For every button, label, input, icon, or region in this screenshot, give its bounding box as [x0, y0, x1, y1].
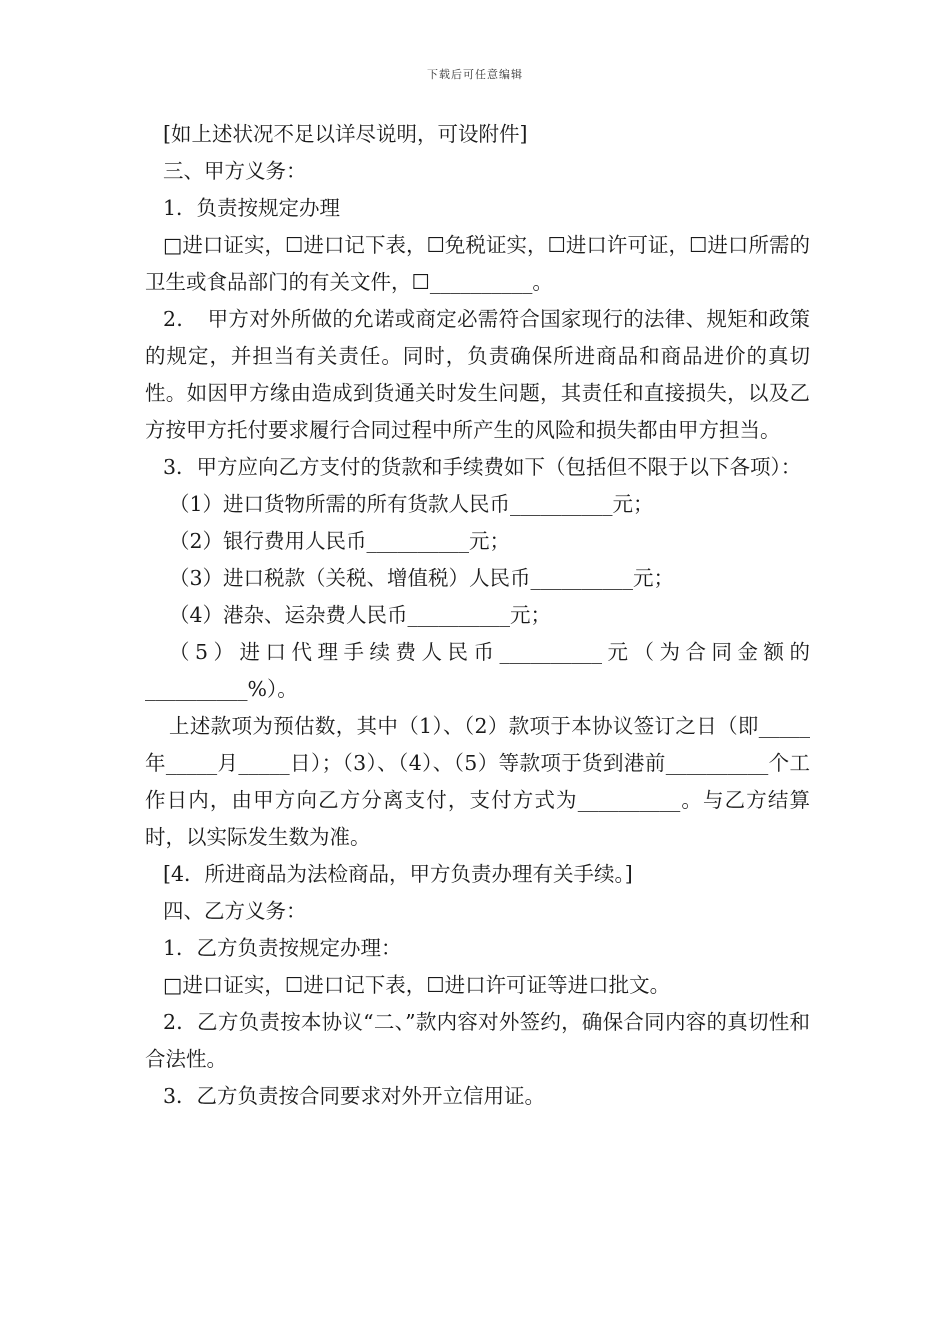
- section-heading-party-a: 三、甲方义务：: [163, 159, 307, 183]
- section-heading-party-b: 四、乙方义务：: [163, 899, 307, 923]
- fee-item-5: （5）进口代理手续费人民币__________元（为合同金额的__________%）。: [145, 640, 810, 701]
- clause-a1: 1．负责按规定办理: [163, 196, 341, 220]
- clause-a2: 2． 甲方对外所做的允诺或商定必需符合国家现行的法律、规矩和政策的规定，并担当有关责任。同时，负责确保所进商品和商品进价的真切性。如因甲方缘由造成到货通关时发生问题，其责任和直接损失，以及乙方按甲方托付要求履行合同过程中所产生的风险和损失都由甲方担当。: [145, 307, 810, 442]
- clause-b2: 2．乙方负责按本协议“二、”款内容对外签约，确保合同内容的真切性和合法性。: [145, 1010, 810, 1071]
- fee-item-2: （2）银行费用人民币__________元；: [169, 529, 511, 553]
- clause-b1-items: □进口证实，☐进口记下表，☐进口许可证等进口批文。: [163, 973, 671, 997]
- clause-a4: [4．所进商品为法检商品，甲方负责办理有关手续。]: [163, 862, 633, 886]
- clause-b1: 1．乙方负责按规定办理：: [163, 936, 402, 960]
- clause-a1-items: □进口证实，☐进口记下表，☐免税证实，☐进口许可证，☐进口所需的卫生或食品部门的有关文件，☐__________。: [145, 233, 810, 294]
- fee-item-1: （1）进口货物所需的所有货款人民币__________元；: [169, 492, 654, 516]
- fee-item-3: （3）进口税款（关税、增值税）人民币__________元；: [169, 566, 675, 590]
- clause-a3: 3．甲方应向乙方支付的货款和手续费如下（包括但不限于以下各项）：: [163, 455, 802, 479]
- attachment-note: [如上述状况不足以详尽说明，可设附件]: [163, 122, 528, 146]
- clause-b3: 3．乙方负责按合同要求对外开立信用证。: [163, 1084, 546, 1108]
- document-body: [145, 116, 810, 1115]
- page-header: 下载后可任意编辑: [427, 68, 523, 81]
- payment-terms: 上述款项为预估数，其中（1）、（2）款项于本协议签订之日（即_____年_____月_____日）；（3）、（4）、（5）等款项于货到港前__________个工作日内，由甲方向乙方分离支付，支付方式为__________。与乙方结算时，以实际发生数为准。: [145, 714, 810, 849]
- fee-item-4: （4）港杂、运杂费人民币__________元；: [169, 603, 552, 627]
